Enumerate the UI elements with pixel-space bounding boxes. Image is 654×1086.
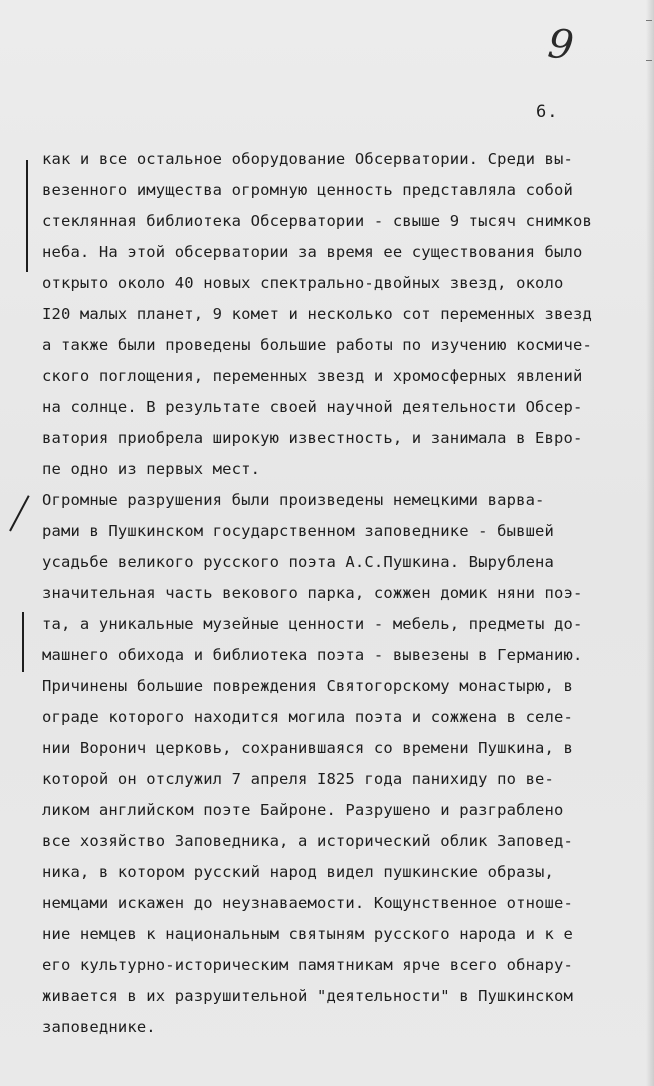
text-line: ского поглощения, переменных звезд и хромосферных явлений — [42, 367, 583, 385]
text-line: на солнце. В результате своей научной деятельности Обсер- — [42, 398, 583, 416]
text-line: Причинены большие повреждения Святогорскому монастырю, в — [42, 677, 573, 695]
margin-bar-mark — [22, 612, 24, 672]
text-line: усадьбе великого русского поэта А.С.Пушкина. Вырублена — [42, 553, 555, 571]
text-line: значительная часть векового парка, сожжен домик няни поэ- — [42, 584, 583, 602]
text-line: живается в их разрушительной "деятельности" в Пушкинском — [42, 987, 573, 1005]
text-line: ника, в котором русский народ видел пушкинские образы, — [42, 863, 555, 881]
text-line: а также были проведены большие работы по изучению космиче- — [42, 336, 592, 354]
text-line: стеклянная библиотека Обсерватории - свыше 9 тысяч снимков — [42, 212, 592, 230]
text-line: та, а уникальные музейные ценности - мебель, предметы до- — [42, 615, 583, 633]
text-line: машнего обихода и библиотека поэта - вывезены в Германию. — [42, 646, 583, 664]
text-line: I20 малых планет, 9 комет и несколько сот переменных звезд — [42, 305, 592, 323]
text-line: ликом английском поэте Байроне. Разрушено и разграблено — [42, 801, 564, 819]
text-line: везенного имущества огромную ценность представляла собой — [42, 181, 573, 199]
text-line: рами в Пушкинском государственном заповеднике - бывшей — [42, 522, 555, 540]
text-line: пе одно из первых мест. — [42, 460, 261, 478]
text-line: ограде которого находится могила поэта и сожжена в селе- — [42, 708, 573, 726]
text-line: нии Воронич церковь, сохранившаяся со времени Пушкина, в — [42, 739, 573, 757]
page-number: 6. — [536, 102, 559, 122]
text-line: которой он отслужил 7 апреля I825 года панихиду по ве- — [42, 770, 555, 788]
text-line: заповеднике. — [42, 1018, 156, 1036]
text-line: открыто около 40 новых спектрально-двойных звезд, около — [42, 274, 564, 292]
page-edge-shadow — [646, 0, 654, 1086]
handwritten-sheet-number: 9 — [545, 20, 576, 70]
text-line: ватория приобрела широкую известность, и занимала в Евро- — [42, 429, 583, 447]
text-line: все хозяйство Заповедника, а исторический облик Заповед- — [42, 832, 573, 850]
text-line: немцами искажен до неузнаваемости. Кощунственное отноше- — [42, 894, 573, 912]
text-line: как и все остальное оборудование Обсерватории. Среди вы- — [42, 150, 573, 168]
margin-slash-mark — [9, 495, 30, 531]
margin-bar-mark — [26, 160, 28, 272]
text-line: неба. На этой обсерватории за время ее существования было — [42, 243, 583, 261]
edge-mark — [646, 20, 652, 21]
text-line: его культурно-историческим памятникам ярче всего обнару- — [42, 956, 573, 974]
text-line: ние немцев к национальным святыням русского народа и к е — [42, 925, 573, 943]
text-line: Огромные разрушения были произведены немецкими варва- — [42, 491, 545, 509]
edge-mark — [646, 60, 652, 61]
